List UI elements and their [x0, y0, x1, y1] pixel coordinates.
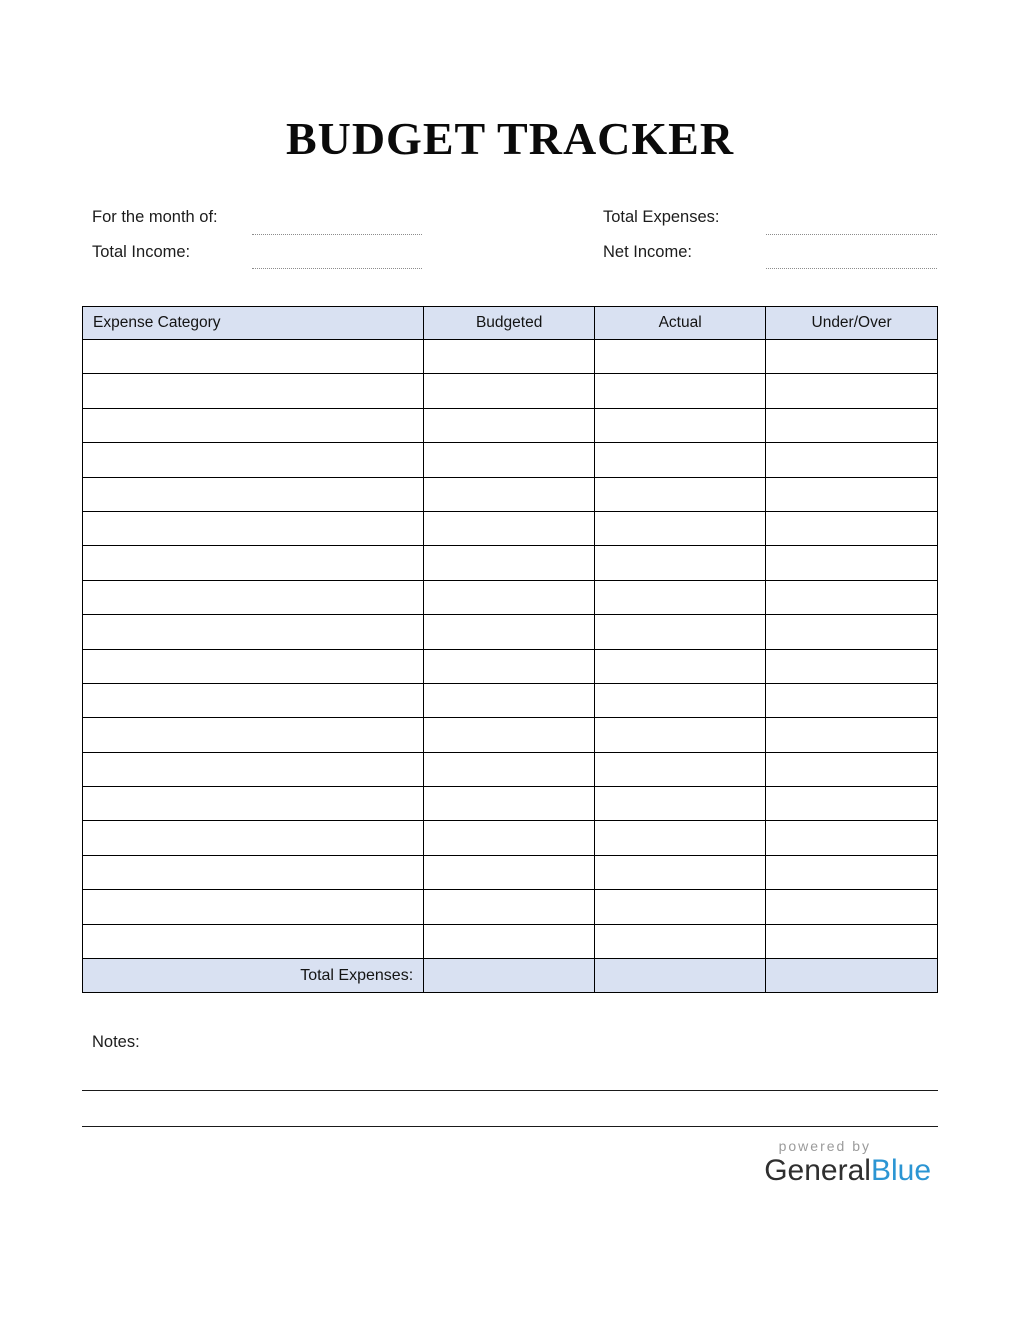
- table-cell[interactable]: [424, 924, 595, 958]
- table-cell[interactable]: [595, 580, 766, 614]
- table-cell[interactable]: [595, 752, 766, 786]
- table-cell[interactable]: [424, 787, 595, 821]
- total-expenses-input[interactable]: [766, 234, 937, 235]
- table-cell[interactable]: [766, 408, 938, 442]
- notes-line-2[interactable]: [82, 1126, 938, 1127]
- notes-label: Notes:: [92, 1033, 140, 1051]
- table-cell[interactable]: [766, 752, 938, 786]
- table-cell[interactable]: [766, 890, 938, 924]
- column-header-budgeted: Budgeted: [424, 307, 595, 340]
- table-cell[interactable]: [766, 477, 938, 511]
- generalblue-logo: [764, 1155, 931, 1187]
- table-cell[interactable]: [424, 855, 595, 889]
- table-cell[interactable]: [766, 821, 938, 855]
- table-row: [83, 511, 938, 545]
- table-row: [83, 924, 938, 958]
- table-cell[interactable]: [595, 924, 766, 958]
- table-cell[interactable]: [595, 615, 766, 649]
- table-cell[interactable]: [83, 615, 424, 649]
- table-cell[interactable]: [595, 855, 766, 889]
- table-row: [83, 649, 938, 683]
- table-cell[interactable]: [766, 924, 938, 958]
- table-header-row: [83, 307, 938, 340]
- table-row: [83, 408, 938, 442]
- table-row: [83, 821, 938, 855]
- table-cell[interactable]: [83, 649, 424, 683]
- table-cell[interactable]: [83, 924, 424, 958]
- table-cell[interactable]: [595, 443, 766, 477]
- table-cell[interactable]: [83, 443, 424, 477]
- net-income-label: Net Income:: [603, 243, 692, 261]
- table-row: [83, 855, 938, 889]
- table-cell[interactable]: [766, 787, 938, 821]
- table-cell[interactable]: [83, 340, 424, 374]
- budget-table: [82, 306, 938, 993]
- table-row: [83, 580, 938, 614]
- table-cell[interactable]: [595, 477, 766, 511]
- table-cell[interactable]: [424, 752, 595, 786]
- table-row: [83, 443, 938, 477]
- table-cell[interactable]: [83, 511, 424, 545]
- table-cell[interactable]: [766, 615, 938, 649]
- table-cell[interactable]: [424, 580, 595, 614]
- table-cell[interactable]: [424, 374, 595, 408]
- total-actual-cell[interactable]: [595, 959, 766, 993]
- total-budgeted-cell[interactable]: [424, 959, 595, 993]
- brand-footer: [764, 1138, 931, 1187]
- table-row: [83, 890, 938, 924]
- table-cell[interactable]: [83, 752, 424, 786]
- total-expenses-row-label: Total Expenses:: [83, 959, 424, 993]
- table-cell[interactable]: [595, 511, 766, 545]
- total-underover-cell[interactable]: [766, 959, 938, 993]
- table-cell[interactable]: [595, 718, 766, 752]
- total-expenses-label: Total Expenses:: [603, 208, 720, 226]
- table-cell[interactable]: [766, 683, 938, 717]
- table-cell[interactable]: [424, 683, 595, 717]
- table-cell[interactable]: [424, 615, 595, 649]
- table-row: [83, 477, 938, 511]
- brand-name-accent: Blue: [870, 1154, 931, 1187]
- table-cell[interactable]: [766, 718, 938, 752]
- table-cell[interactable]: [595, 649, 766, 683]
- table-cell[interactable]: [595, 374, 766, 408]
- table-cell[interactable]: [424, 443, 595, 477]
- table-row: [83, 718, 938, 752]
- table-body: [83, 340, 938, 959]
- table-cell[interactable]: [595, 890, 766, 924]
- powered-by-text: powered by: [778, 1138, 871, 1154]
- table-cell[interactable]: [766, 374, 938, 408]
- column-header-under-over: Under/Over: [766, 307, 938, 340]
- total-expenses-row: [83, 959, 938, 993]
- month-input[interactable]: [252, 234, 422, 235]
- table-cell[interactable]: [595, 340, 766, 374]
- table-cell[interactable]: [424, 546, 595, 580]
- table-cell[interactable]: [83, 374, 424, 408]
- table-cell[interactable]: [766, 580, 938, 614]
- table-cell[interactable]: [766, 546, 938, 580]
- table-row: [83, 787, 938, 821]
- column-header-actual: Actual: [595, 307, 766, 340]
- month-label: For the month of:: [92, 208, 218, 226]
- table-cell[interactable]: [766, 511, 938, 545]
- table-cell[interactable]: [83, 821, 424, 855]
- table-cell[interactable]: [766, 443, 938, 477]
- column-header-expense-category: Expense Category: [83, 307, 424, 340]
- table-cell[interactable]: [424, 511, 595, 545]
- summary-fields: [82, 200, 938, 280]
- table-cell[interactable]: [424, 408, 595, 442]
- table-cell[interactable]: [424, 821, 595, 855]
- table-cell[interactable]: [595, 821, 766, 855]
- page-title: BUDGET TRACKER: [285, 113, 735, 164]
- table-row: [83, 374, 938, 408]
- table-cell[interactable]: [83, 546, 424, 580]
- table-cell[interactable]: [595, 546, 766, 580]
- net-income-input[interactable]: [766, 268, 937, 269]
- table-cell[interactable]: [83, 580, 424, 614]
- table-cell[interactable]: [424, 718, 595, 752]
- table-cell[interactable]: [766, 855, 938, 889]
- notes-line-1[interactable]: [82, 1090, 938, 1091]
- table-cell[interactable]: [83, 718, 424, 752]
- table-cell[interactable]: [766, 340, 938, 374]
- table-cell[interactable]: [83, 855, 424, 889]
- table-cell[interactable]: [83, 683, 424, 717]
- table-cell[interactable]: [83, 890, 424, 924]
- brand-name-primary: General: [764, 1154, 871, 1187]
- table-row: [83, 752, 938, 786]
- table-cell[interactable]: [595, 787, 766, 821]
- table-cell[interactable]: [595, 683, 766, 717]
- table-row: [83, 683, 938, 717]
- table-row: [83, 340, 938, 374]
- table-row: [83, 546, 938, 580]
- table-cell[interactable]: [83, 787, 424, 821]
- table-cell[interactable]: [424, 477, 595, 511]
- table-cell[interactable]: [424, 340, 595, 374]
- total-income-label: Total Income:: [92, 243, 191, 261]
- table-row: [83, 615, 938, 649]
- table-cell[interactable]: [83, 408, 424, 442]
- table-cell[interactable]: [424, 649, 595, 683]
- table-cell[interactable]: [424, 890, 595, 924]
- total-income-input[interactable]: [252, 268, 422, 269]
- table-cell[interactable]: [595, 408, 766, 442]
- table-cell[interactable]: [766, 649, 938, 683]
- table-cell[interactable]: [83, 477, 424, 511]
